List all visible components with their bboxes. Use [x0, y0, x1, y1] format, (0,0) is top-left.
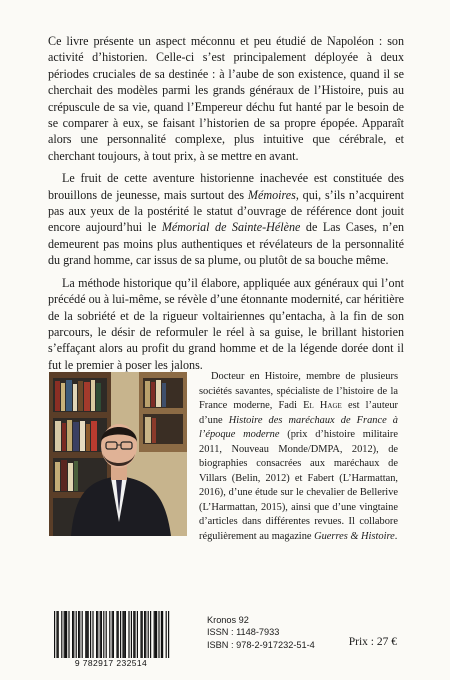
isbn-label: ISBN : 978-2-917232-51-4: [207, 639, 315, 650]
blurb-paragraph-1: Ce livre présente un aspect méconnu et peu étudié de Napoléon : son activité d’historien. Celle-ci s’est principalement déployée à deux périodes cruciales de sa destinée : à l’aube de son existence, quand il se cherchait des modèles parmi les grands généraux de l’Histoire, puis au crépuscule de sa vie, quand l’Empereur déchu fut hanté par le besoin de se comparer à eux, se faisant l’historien de sa propre épopée. Apparaît alors une personnalité complexe, plus intuitive que cérébrale, et cherchant toujours, à tout prix, à se mettre en avant.: [48, 34, 404, 163]
title-memorial: Mémorial de Sainte-Hélène: [161, 220, 301, 235]
price-label: Prix : 27 €: [348, 636, 397, 648]
book-title: Histoire des maréchaux de France à l’époque moderne: [199, 414, 398, 441]
author-bio: Docteur en Histoire, membre de plusieurs sociétés savantes, spécialiste de l’histoire de la France moderne, Fadi El Hage est l’auteur d’une Histoire des maréchaux de France à l’époque moderne (prix d’histoire militaire 2011, Nouveau Monde/DMPA, 2012), de biographies consacrées aux maréchaux de Villars (Belin, 2012) et Fabert (L’Harmattan, 2016), d’une étude sur le chevalier de Bellerive (L’Harmattan, 2015), ainsi que d’une vingtaine d’articles dans différentes revues. Il collabore régulièrement au magazine Guerres & Histoire.: [199, 371, 399, 543]
issn-label: ISSN : 1148-7933: [207, 627, 280, 638]
magazine-title: Guerres & Histoire: [314, 531, 395, 543]
back-cover-blurb: [48, 33, 404, 373]
blurb-paragraph-3: La méthode historique qu’il élabore, appliquée aux généraux qui l’ont précédé ou à lui-même, se révèle d’une étonnante modernité, car héritière de la sobriété et de la rigueur voltairiennes qu’entacha, à la fin de son parcours, le désir de reformuler le réel à sa guise, le brillant historien s’effaçant alors au profit du grand homme et de la légende dorée dont il fut le premier à poser les jalons.: [48, 275, 404, 372]
barcode-digits: 9 782917 232514: [50, 658, 172, 668]
title-memoires: Mémoires: [247, 187, 296, 202]
collection-label: Kronos 92: [207, 615, 249, 625]
isbn-barcode: [50, 611, 172, 669]
publication-info: [207, 614, 315, 651]
blurb-paragraph-2: Le fruit de cette aventure historienne inachevée est constituée des brouillons de jeunesse, mais surtout des Mémoires, qui, s’ils n’acquirent pas aux yeux de la postérité le statut d’ouvrage de référence dont jouit encore aujourd’hui le Mémorial de Sainte-Hélène de Las Cases, n’en demeurent pas moins plus authentiques et révélateurs de la personnalité du grand homme, car issus de sa plume, ou plutôt de sa bouche même.: [48, 171, 404, 268]
author-surname: El Hage: [303, 400, 342, 412]
author-photo: [49, 372, 187, 536]
